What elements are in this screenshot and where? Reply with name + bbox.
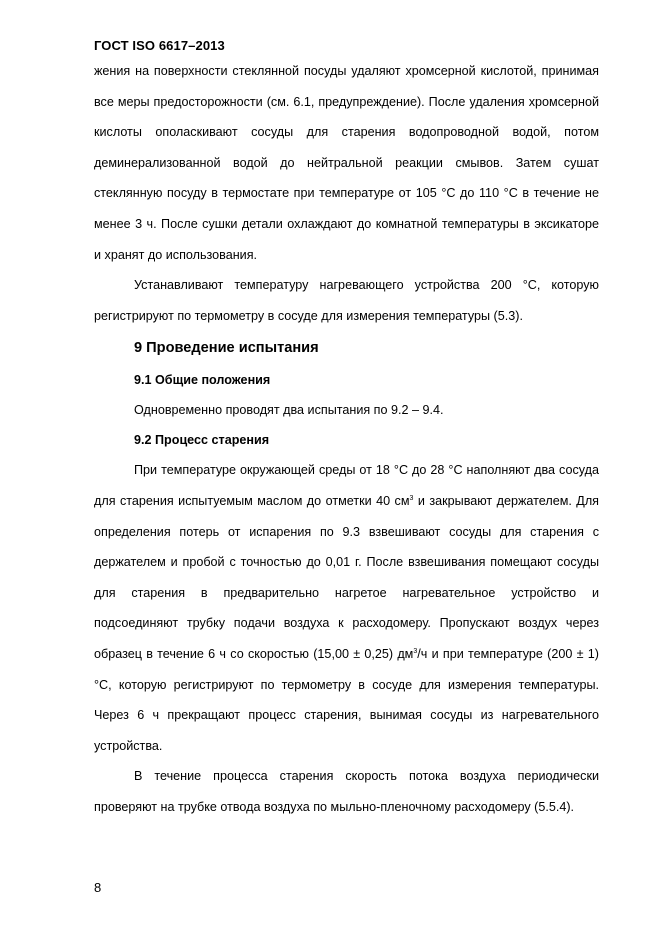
page-number: 8 (94, 880, 102, 895)
paragraph-general: Одновременно проводят два испытания по 9.2 – 9.4. (134, 403, 444, 418)
paragraph-heater-temperature: Устанавливают температуру нагревающего устройства 200 °С, которую регистрируют по термометру в сосуде для измерения температуры (5.3). (94, 278, 599, 323)
document-body (94, 56, 599, 822)
aging-text-part3: /ч и при температуре (200 ± 1) °С, которую регистрируют по термометру в сосуде для измерения температуры. Через 6 ч прекращают процесс старения, вынимая сосуды из нагревательного устройства. (94, 646, 599, 753)
aging-text-part1: При температуре окружающей среды от 18 °С до 28 °С наполняют два сосуда для старения испытуемым маслом до отметки 40 см (94, 463, 599, 508)
document-header: ГОСТ ISO 6617–2013 (94, 38, 225, 53)
paragraph-glassware-cleaning: жения на поверхности стеклянной посуды удаляют хромсерной кислотой, принимая все меры предосторожности (см. 6.1, предупреждение). После удаления хромсерной кислоты ополаскивают сосуды для старения водопроводной водой, потом деминерализованной водой до нейтральной реакции смывов. Затем сушат стеклянную посуду в термостате при температуре от 105 °С до 110 °С в течение не менее 3 ч. После сушки детали охлаждают до комнатной температуры в эксикаторе и хранят до использования. (94, 64, 599, 262)
paragraph-airflow-check: В течение процесса старения скорость потока воздуха периодически проверяют на трубке отвода воздуха по мыльно-пленочному расходомеру (5.5.4). (94, 769, 599, 814)
subsection-title-general: 9.1 Общие положения (134, 373, 271, 388)
superscript-cubic-2: 3 (413, 647, 418, 655)
paragraph-aging-process (94, 455, 599, 761)
superscript-cubic-1: 3 (409, 494, 414, 502)
aging-text-part2: и закрывают держателем. Для определения потерь от испарения по 9.3 взвешивают сосуды для старения с держателем и пробой с точностью до 0,01 г. После взвешивания помещают сосуды для старения в предварительно нагретое нагревательное устройство и подсоединяют трубку подачи воздуха к расходомеру. Пропускают воздух через образец в течение 6 ч со скоростью (15,00 ± 0,25) дм (94, 493, 600, 661)
subsection-title-aging: 9.2 Процесс старения (134, 433, 270, 448)
section-title: 9 Проведение испытания (134, 340, 319, 357)
